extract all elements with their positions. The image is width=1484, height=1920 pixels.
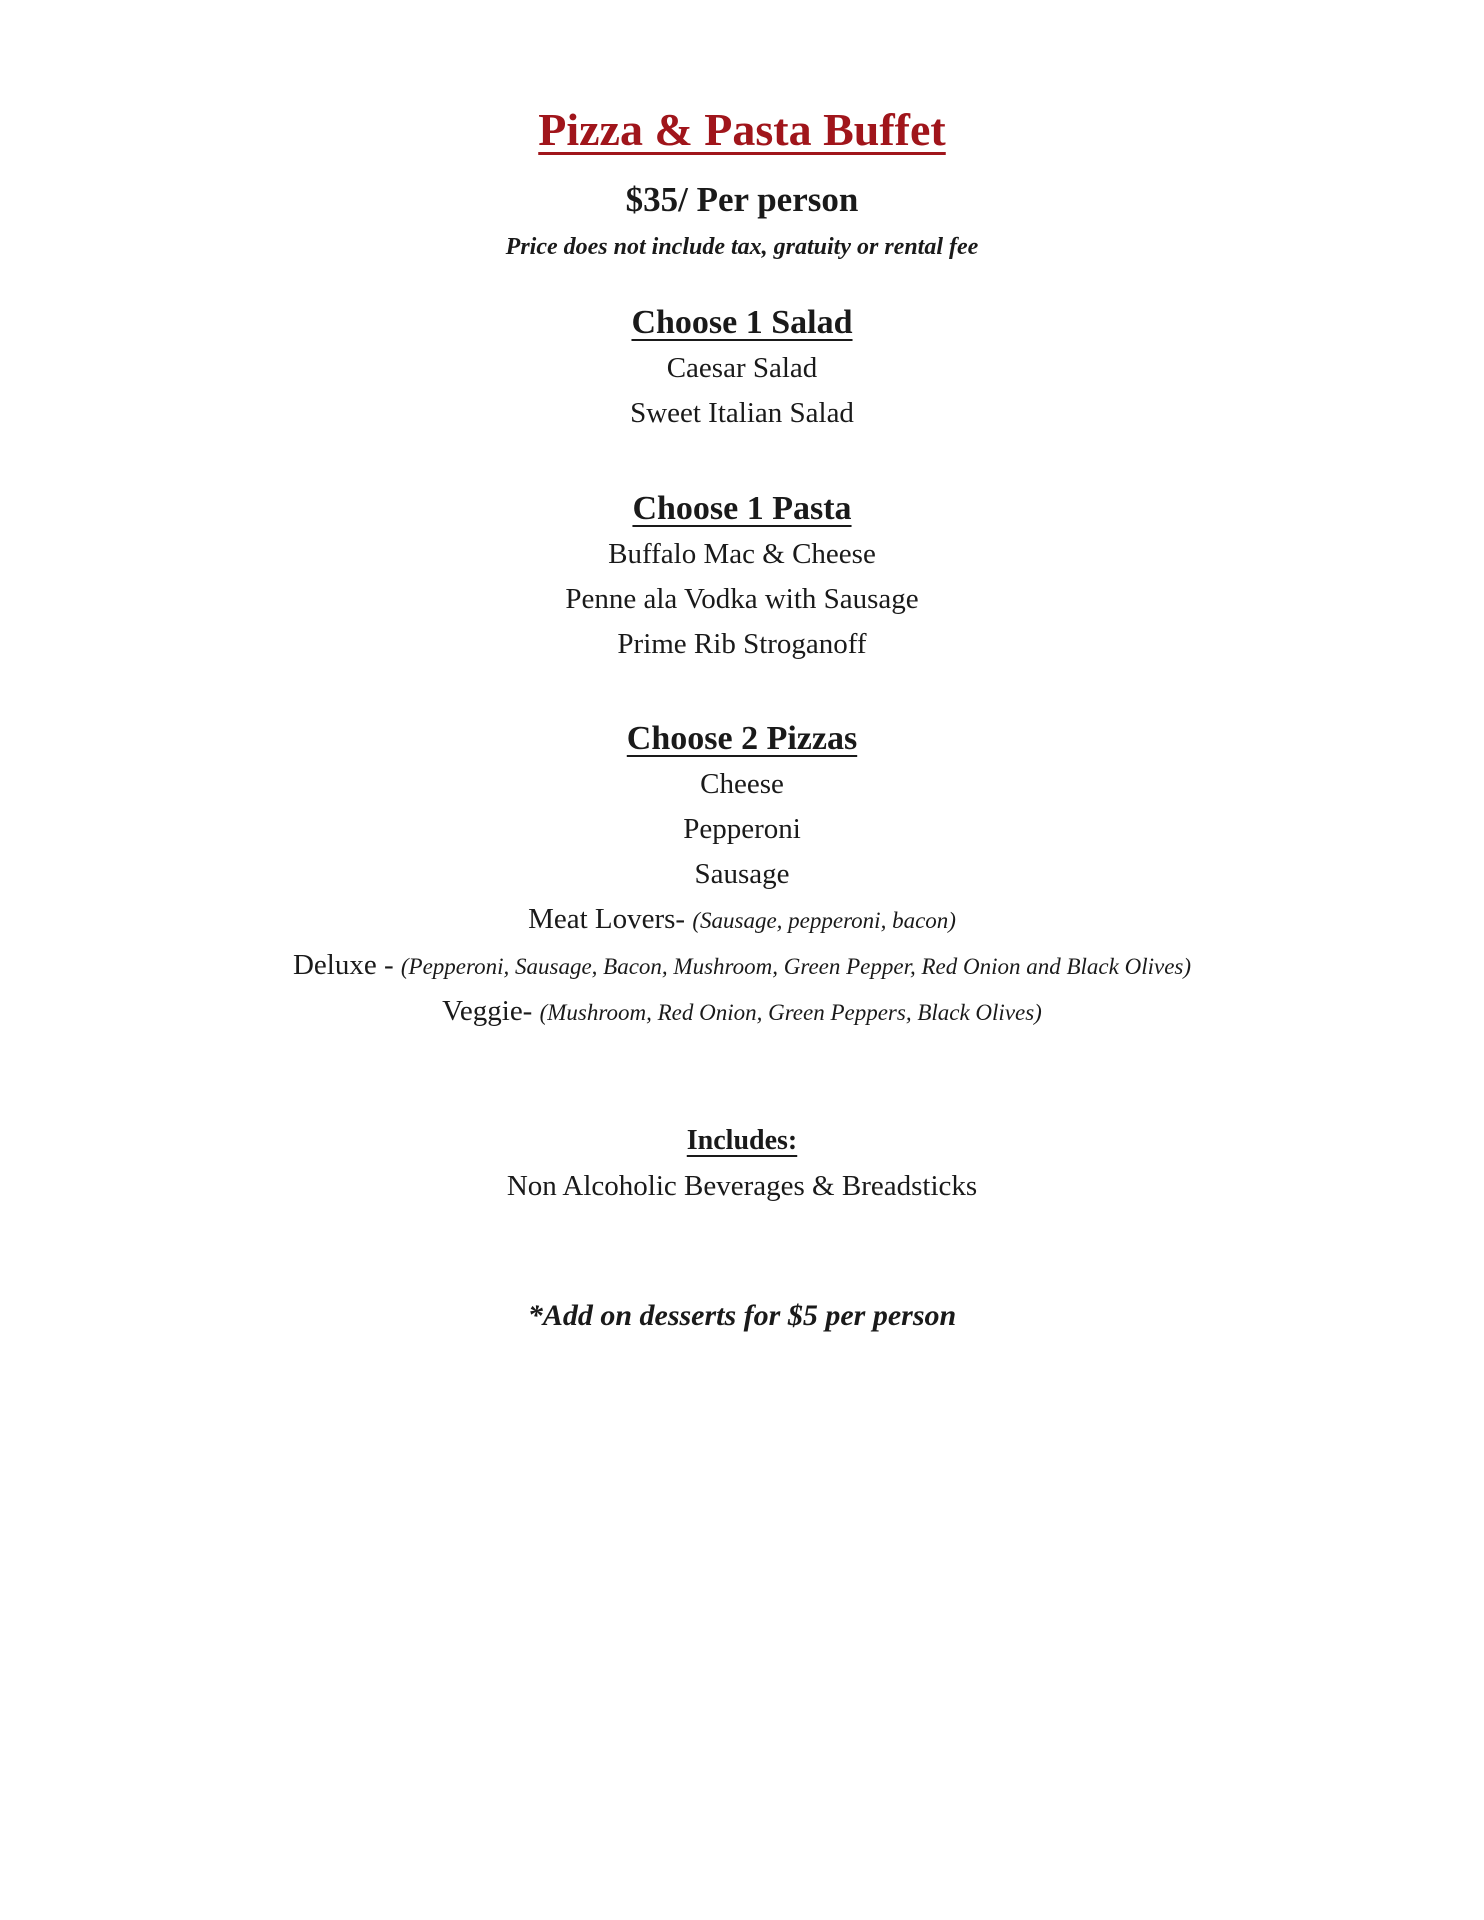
pizza-description: (Mushroom, Red Onion, Green Peppers, Black Olives) [539,1000,1042,1025]
salad-heading: Choose 1 Salad [631,304,853,341]
list-item: Prime Rib Stroganoff [617,628,867,660]
pizza-name: Pepperoni [683,813,801,845]
pizza-section [0,716,1484,1035]
includes-list [0,1164,1484,1209]
pizza-description: (Sausage, pepperoni, bacon) [692,908,956,933]
list-item: Buffalo Mac & Cheese [608,538,876,570]
list-item: Penne ala Vodka with Sausage [565,583,919,615]
pasta-section [0,486,1484,667]
page-title: Pizza & Pasta Buffet [538,104,946,155]
pizza-name: Meat Lovers- [528,903,693,935]
salad-section [0,300,1484,436]
price-note: Price does not include tax, gratuity or rental fee [505,234,979,260]
list-item: Non Alcoholic Beverages & Breadsticks [506,1170,978,1202]
pizza-name: Cheese [700,768,784,800]
pizza-heading: Choose 2 Pizzas [626,720,858,757]
includes-section [0,1118,1484,1209]
pasta-list [0,532,1484,667]
list-item [0,852,1484,897]
salad-list [0,346,1484,436]
list-item [0,897,1484,943]
list-item: Sweet Italian Salad [630,397,854,429]
pizza-name: Sausage [694,858,790,890]
dessert-addon-note: *Add on desserts for $5 per person [527,1299,957,1332]
list-item [0,989,1484,1035]
list-item [0,943,1484,989]
pizza-description: (Pepperoni, Sausage, Bacon, Mushroom, Green Pepper, Red Onion and Black Olives) [400,954,1192,979]
includes-heading: Includes: [686,1125,798,1156]
list-item: Caesar Salad [666,352,818,384]
pasta-heading: Choose 1 Pasta [632,490,852,527]
list-item [0,762,1484,807]
pizza-name: Veggie- [442,995,540,1027]
pizza-list [0,762,1484,1035]
price-per-person: $35/ Per person [625,180,859,219]
list-item [0,807,1484,852]
pizza-name: Deluxe - [292,949,401,981]
